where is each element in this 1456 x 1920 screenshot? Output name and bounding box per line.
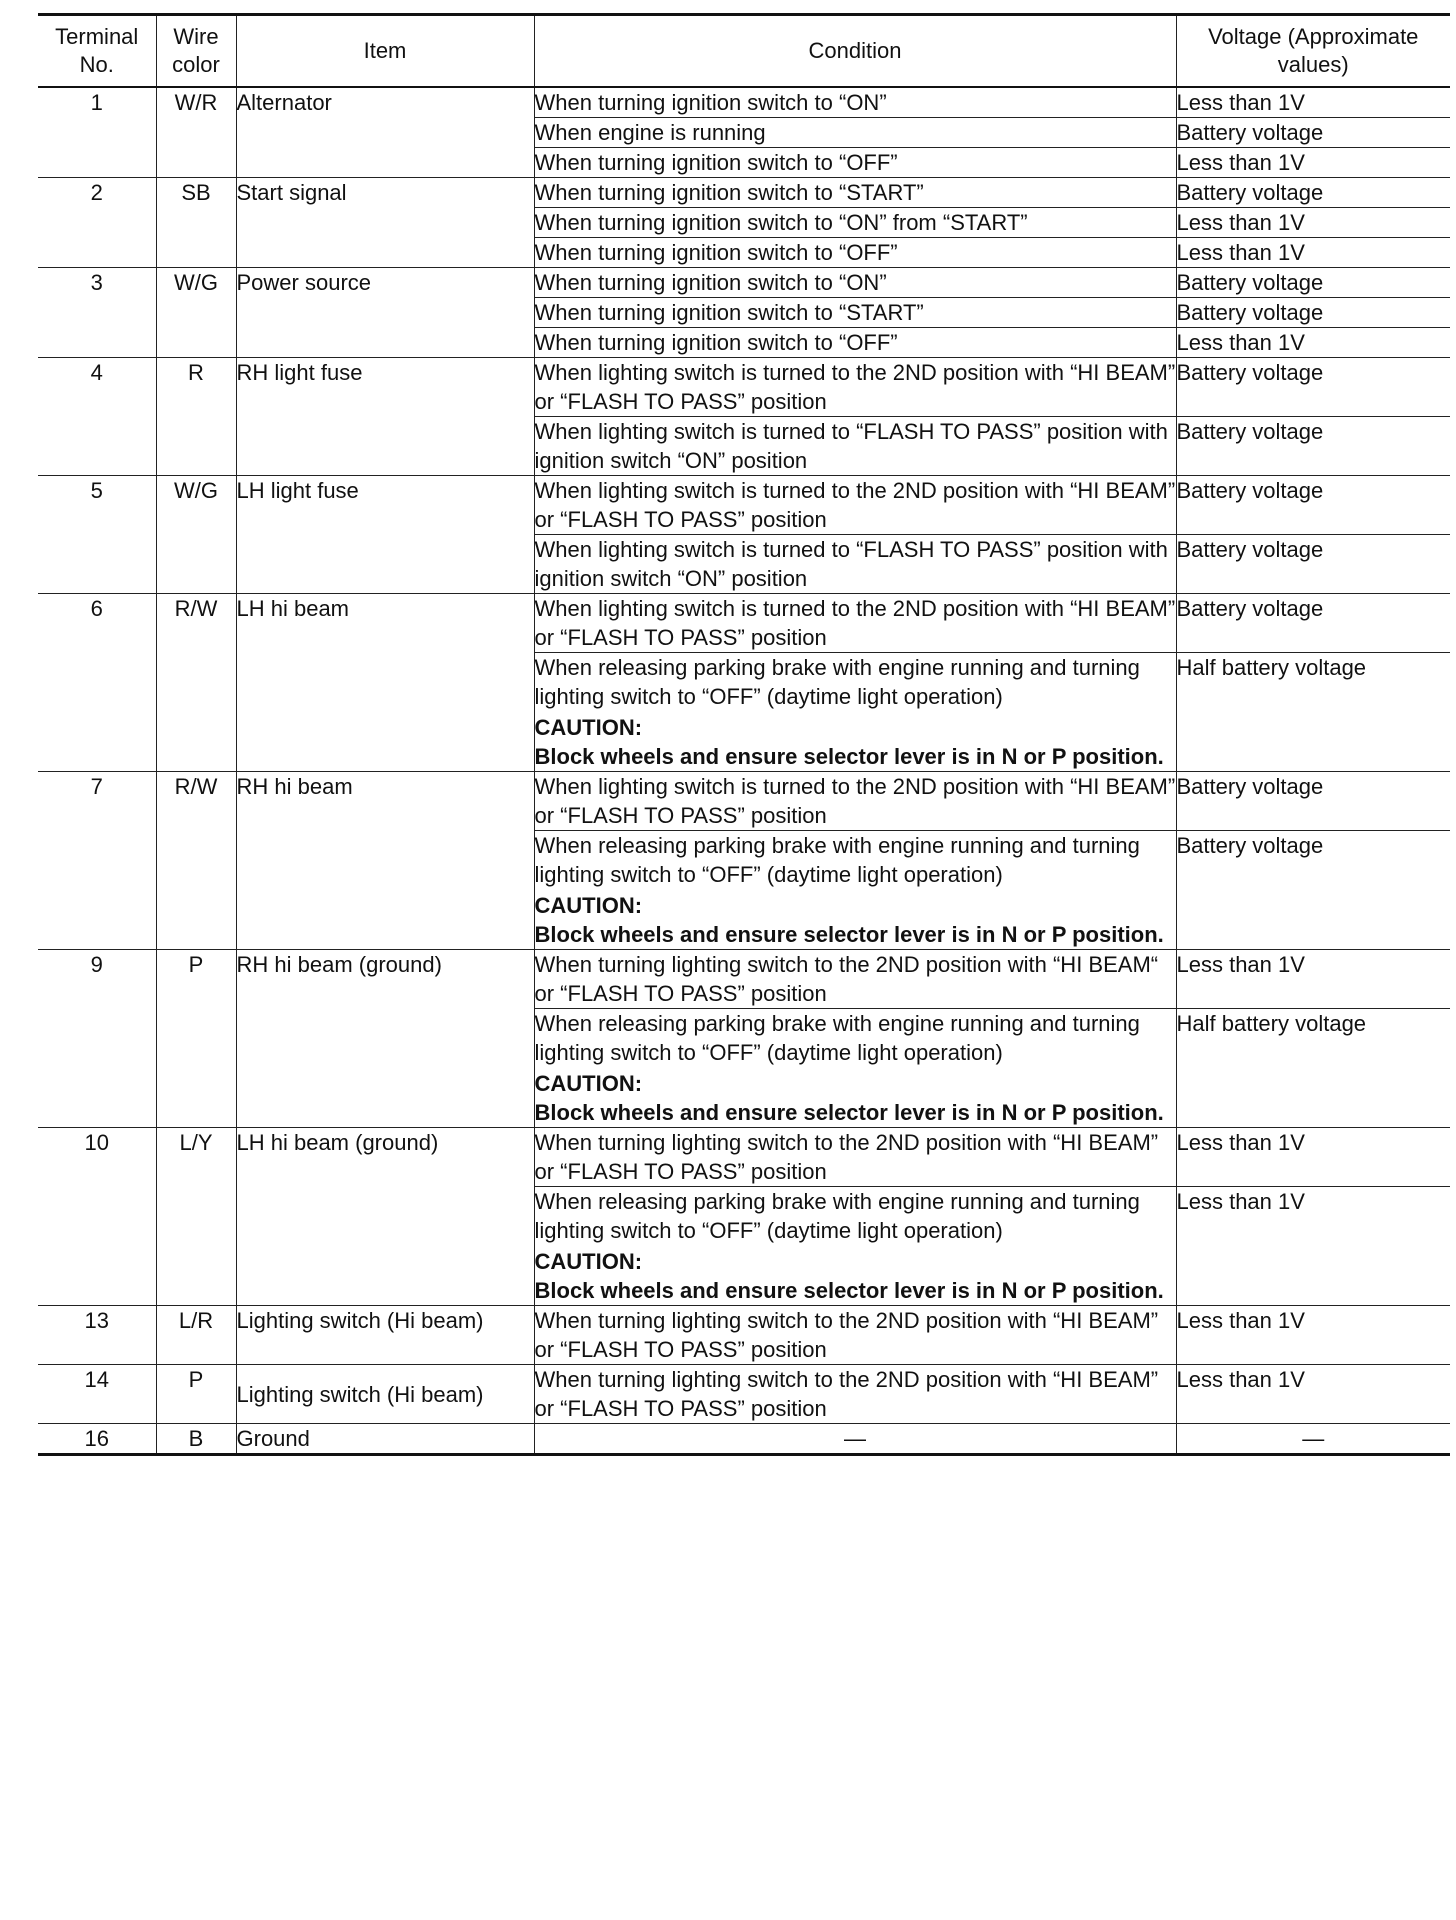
condition-cell — [534, 1009, 1176, 1128]
wire-color-cell: R — [156, 358, 236, 476]
item-cell: Power source — [236, 268, 534, 358]
table-row — [38, 476, 1450, 535]
condition-cell — [534, 268, 1176, 298]
voltage-cell: Less than 1V — [1176, 238, 1450, 268]
wire-color-cell: P — [156, 1365, 236, 1424]
voltage-cell: Battery voltage — [1176, 417, 1450, 476]
caution-label: CAUTION: — [534, 1249, 643, 1274]
wire-color-cell: P — [156, 950, 236, 1128]
item-cell: Ground — [236, 1424, 534, 1455]
voltage-cell: Battery voltage — [1176, 535, 1450, 594]
voltage-cell: Less than 1V — [1176, 87, 1450, 118]
condition-cell — [534, 178, 1176, 208]
voltage-cell: Half battery voltage — [1176, 1009, 1450, 1128]
voltage-cell: Less than 1V — [1176, 1306, 1450, 1365]
header-terminal-no: Terminal No. — [38, 15, 156, 88]
caution-text: Block wheels and ensure selector lever is in N or P position. — [534, 1100, 1164, 1125]
voltage-cell: Less than 1V — [1176, 950, 1450, 1009]
condition-text: When turning ignition switch to “OFF” — [534, 240, 898, 265]
condition-cell — [534, 298, 1176, 328]
header-voltage: Voltage (Approximate values) — [1176, 15, 1450, 88]
condition-text: When turning lighting switch to the 2ND position with “HI BEAM“ or “FLASH TO PASS” position — [534, 952, 1159, 1006]
voltage-cell: Battery voltage — [1176, 268, 1450, 298]
table-row — [38, 772, 1450, 831]
condition-cell — [534, 417, 1176, 476]
wire-color-cell: L/Y — [156, 1128, 236, 1306]
voltage-cell: Battery voltage — [1176, 298, 1450, 328]
terminal-number-cell: 4 — [38, 358, 156, 476]
voltage-cell: Less than 1V — [1176, 1187, 1450, 1306]
voltage-cell: Battery voltage — [1176, 772, 1450, 831]
condition-text: When turning ignition switch to “START” — [534, 180, 924, 205]
header-wire-color: Wire color — [156, 15, 236, 88]
wire-color-cell: W/R — [156, 87, 236, 178]
terminal-spec-sheet — [38, 13, 1450, 1456]
wire-color-cell: B — [156, 1424, 236, 1455]
condition-cell — [534, 1128, 1176, 1187]
item-cell: RH hi beam — [236, 772, 534, 950]
condition-text: When engine is running — [534, 120, 766, 145]
voltage-cell: Half battery voltage — [1176, 653, 1450, 772]
condition-text: When turning ignition switch to “OFF” — [534, 330, 898, 355]
table-header-row — [38, 15, 1450, 88]
table-row — [38, 1128, 1450, 1187]
item-cell: LH hi beam — [236, 594, 534, 772]
header-condition: Condition — [534, 15, 1176, 88]
condition-cell — [534, 950, 1176, 1009]
caution-text: Block wheels and ensure selector lever is in N or P position. — [534, 744, 1164, 769]
condition-cell — [534, 476, 1176, 535]
condition-text: When turning ignition switch to “ON” — [534, 270, 887, 295]
caution-text: Block wheels and ensure selector lever is in N or P position. — [534, 922, 1164, 947]
terminal-number-cell: 16 — [38, 1424, 156, 1455]
terminal-number-cell: 14 — [38, 1365, 156, 1424]
terminal-number-cell: 3 — [38, 268, 156, 358]
condition-cell — [534, 653, 1176, 772]
terminal-number-cell: 2 — [38, 178, 156, 268]
condition-cell — [534, 535, 1176, 594]
condition-cell — [534, 118, 1176, 148]
condition-text: When turning lighting switch to the 2ND position with “HI BEAM” or “FLASH TO PASS” position — [534, 1308, 1159, 1362]
table-row — [38, 268, 1450, 298]
condition-cell — [534, 238, 1176, 268]
condition-text: When turning ignition switch to “ON” — [534, 90, 887, 115]
item-cell: RH light fuse — [236, 358, 534, 476]
item-cell: Lighting switch (Hi beam) — [236, 1365, 534, 1424]
voltage-cell: — — [1176, 1424, 1450, 1455]
terminal-number-cell: 5 — [38, 476, 156, 594]
terminal-number-cell: 6 — [38, 594, 156, 772]
table-row — [38, 1365, 1450, 1424]
condition-text: When turning ignition switch to “ON” from “START” — [534, 210, 1028, 235]
condition-cell — [534, 772, 1176, 831]
condition-cell — [534, 1187, 1176, 1306]
voltage-cell: Battery voltage — [1176, 118, 1450, 148]
condition-text: When turning lighting switch to the 2ND position with “HI BEAM” or “FLASH TO PASS” position — [534, 1367, 1159, 1421]
table-row — [38, 358, 1450, 417]
voltage-cell: Less than 1V — [1176, 1128, 1450, 1187]
condition-text: When releasing parking brake with engine running and turning lighting switch to “OFF” (daytime light operation) — [534, 1011, 1140, 1065]
terminal-number-cell: 13 — [38, 1306, 156, 1365]
terminal-number-cell: 7 — [38, 772, 156, 950]
table-row — [38, 178, 1450, 208]
caution-label: CAUTION: — [534, 1071, 643, 1096]
table-row — [38, 594, 1450, 653]
header-item: Item — [236, 15, 534, 88]
condition-text: When turning ignition switch to “START” — [534, 300, 924, 325]
table-row — [38, 1306, 1450, 1365]
item-cell: LH light fuse — [236, 476, 534, 594]
condition-cell — [534, 328, 1176, 358]
caution-label: CAUTION: — [534, 715, 643, 740]
condition-text: When releasing parking brake with engine running and turning lighting switch to “OFF” (daytime light operation) — [534, 833, 1140, 887]
condition-cell — [534, 1306, 1176, 1365]
wire-color-cell: L/R — [156, 1306, 236, 1365]
terminal-number-cell: 1 — [38, 87, 156, 178]
condition-text: When releasing parking brake with engine running and turning lighting switch to “OFF” (daytime light operation) — [534, 655, 1140, 709]
caution-text: Block wheels and ensure selector lever is in N or P position. — [534, 1278, 1164, 1303]
condition-cell — [534, 594, 1176, 653]
condition-text: When turning ignition switch to “OFF” — [534, 150, 898, 175]
terminal-voltage-table — [38, 13, 1450, 1456]
voltage-cell: Battery voltage — [1176, 476, 1450, 535]
condition-cell — [534, 87, 1176, 118]
item-cell: LH hi beam (ground) — [236, 1128, 534, 1306]
table-row — [38, 1424, 1450, 1455]
condition-cell — [534, 1365, 1176, 1424]
terminal-number-cell: 9 — [38, 950, 156, 1128]
wire-color-cell: SB — [156, 178, 236, 268]
condition-text: When lighting switch is turned to “FLASH TO PASS” position with ignition switch “ON” position — [534, 419, 1168, 473]
item-cell: Lighting switch (Hi beam) — [236, 1306, 534, 1365]
wire-color-cell: R/W — [156, 772, 236, 950]
condition-text: When lighting switch is turned to “FLASH TO PASS” position with ignition switch “ON” position — [534, 537, 1168, 591]
item-cell: Start signal — [236, 178, 534, 268]
voltage-cell: Battery voltage — [1176, 594, 1450, 653]
item-cell: Alternator — [236, 87, 534, 178]
condition-text: — — [844, 1426, 866, 1451]
voltage-cell: Less than 1V — [1176, 1365, 1450, 1424]
table-row — [38, 950, 1450, 1009]
condition-cell — [534, 358, 1176, 417]
voltage-cell: Less than 1V — [1176, 208, 1450, 238]
condition-cell — [534, 831, 1176, 950]
voltage-cell: Less than 1V — [1176, 148, 1450, 178]
condition-text: When lighting switch is turned to the 2ND position with “HI BEAM” or “FLASH TO PASS” position — [534, 774, 1176, 828]
voltage-cell: Battery voltage — [1176, 831, 1450, 950]
condition-cell — [534, 148, 1176, 178]
condition-text: When lighting switch is turned to the 2ND position with “HI BEAM” or “FLASH TO PASS” position — [534, 478, 1176, 532]
terminal-number-cell: 10 — [38, 1128, 156, 1306]
table-body — [38, 87, 1450, 1455]
voltage-cell: Battery voltage — [1176, 178, 1450, 208]
caution-label: CAUTION: — [534, 893, 643, 918]
item-cell: RH hi beam (ground) — [236, 950, 534, 1128]
condition-text: When turning lighting switch to the 2ND position with “HI BEAM” or “FLASH TO PASS” position — [534, 1130, 1159, 1184]
voltage-cell: Battery voltage — [1176, 358, 1450, 417]
wire-color-cell: W/G — [156, 268, 236, 358]
condition-text: When lighting switch is turned to the 2ND position with “HI BEAM” or “FLASH TO PASS” position — [534, 596, 1176, 650]
wire-color-cell: R/W — [156, 594, 236, 772]
condition-text: When lighting switch is turned to the 2ND position with “HI BEAM” or “FLASH TO PASS” position — [534, 360, 1176, 414]
wire-color-cell: W/G — [156, 476, 236, 594]
condition-cell — [534, 208, 1176, 238]
condition-cell — [534, 1424, 1176, 1455]
voltage-cell: Less than 1V — [1176, 328, 1450, 358]
table-row — [38, 87, 1450, 118]
condition-text: When releasing parking brake with engine running and turning lighting switch to “OFF” (daytime light operation) — [534, 1189, 1140, 1243]
